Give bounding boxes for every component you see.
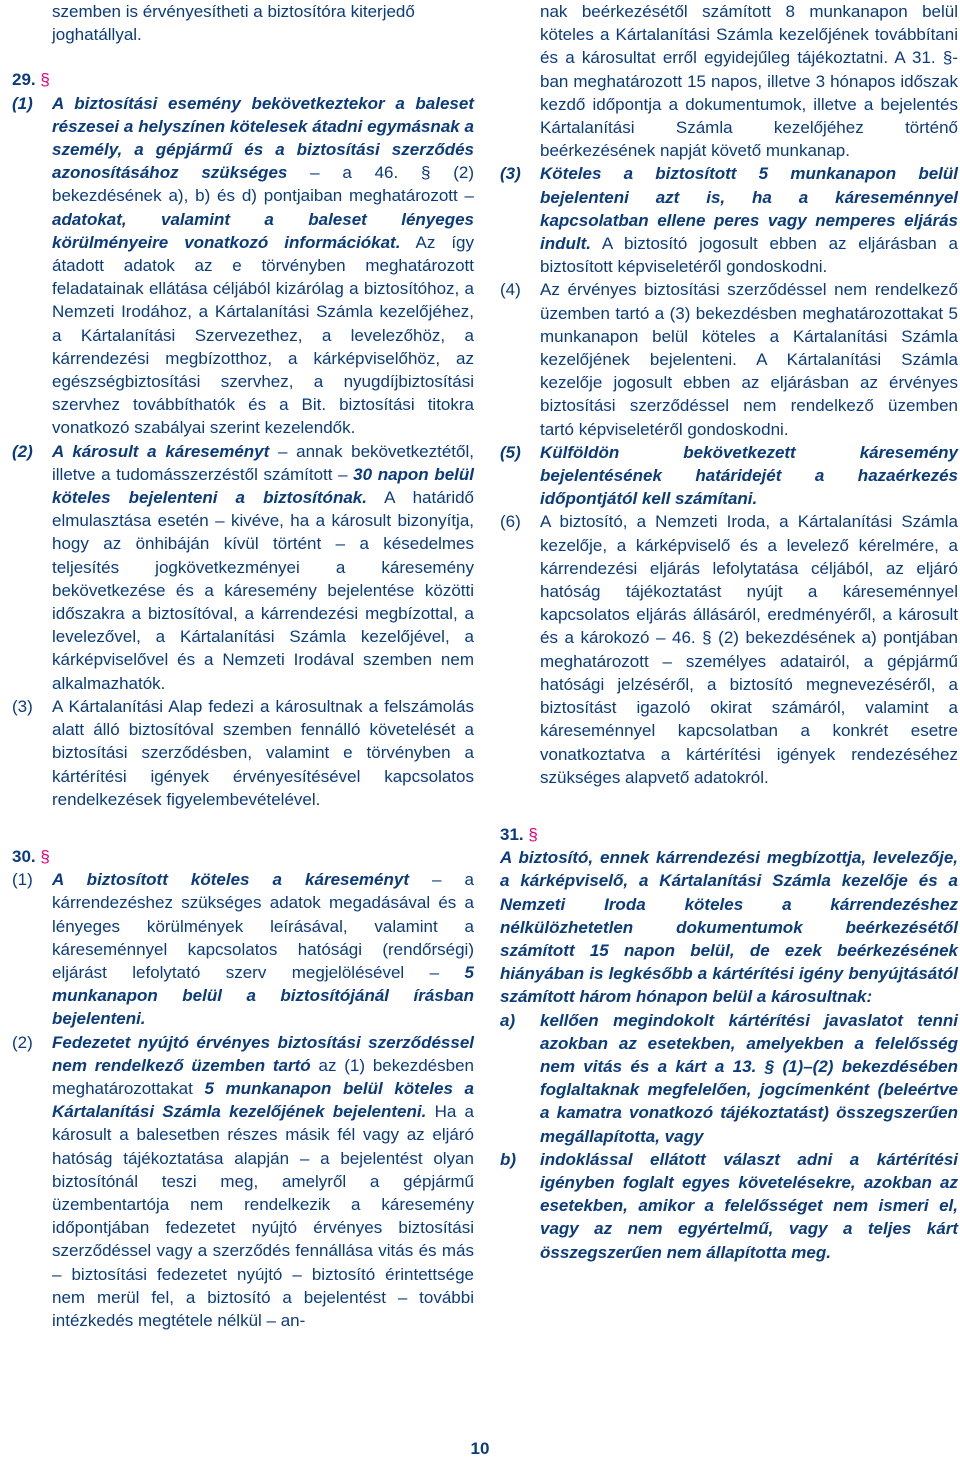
bold-text: A biztosítási esemény bekövetkeztekor a baleset részesei a helyszínen kötelesek átadni egymásnak a személy, a gépjármű és a biztosítási szerződés azonosításához szükséges — [52, 93, 474, 183]
s31-item-b — [500, 1148, 958, 1264]
bold-text: A biztosított köteles a káreseményt — [52, 870, 409, 890]
item-letter: b) — [500, 1149, 517, 1169]
section-30-number: 30. — [12, 846, 36, 866]
plain-text: A határidő elmulasztása esetén – kivéve, ha a károsult bizonyítja, hogy az önhibáján kívül történt – a késedelmes teljesítés jogkövetkezményei a káresemény bekövetkezése és a káresemény bejelentése közötti időszakra a biztosítóval, a kárrendezési megbízottal, a levelezővel, a Kártalanítási Számla kezelőjével, a kárképviselővel és a Nemzeti Irodával szemben nem alkalmazhatók. — [52, 488, 475, 693]
section-mark: § — [528, 824, 538, 844]
s30-paragraph-2 — [12, 1031, 474, 1333]
section-29-heading — [12, 68, 474, 91]
s31-intro: A biztosító, ennek kárrendezési megbízottja, levelezője, a kárképviselő, a Kártalanítási Számla kezelője és a Nemzeti Iroda köteles a kárrendezéshez nélkülözhetetlen dokumentumok beérkezésétől számított 15 napon belül, de ezek beérkezésének hiányában is legkésőbb a kártérítési igény benyújtásától számított három hónapon belül a károsultnak: — [500, 848, 958, 1007]
paragraph-number: (4) — [500, 280, 521, 300]
s30-paragraph-1 — [12, 868, 474, 1030]
section-29-number: 29. — [12, 70, 36, 90]
section-31-heading — [500, 823, 958, 846]
s30-paragraph-5 — [500, 441, 958, 511]
plain-text: Ha a károsult a balesetben részes másik fél vagy az eljáró hatóság tájékoztatása alapján – a bejelentést olyan biztosítónál teszi meg, amelyről a gépjármű üzembentartója nem rendelkezik a káresemény időpontjában fedezetet nyújtó érvényes biztosítási szerződéssel vagy a szerződés fennállása vitás és más – biztosítási fedezetet nyújtó – biztosító érintettsége nem merül fel, a biztosító a bejelentést – további intézkedés megtétele nélkül – an- — [52, 1102, 474, 1330]
bold-text: A károsult a káreseményt — [52, 441, 270, 461]
plain-text: A Kártalanítási Alap fedezi a károsultnak a felszámolás alatt álló biztosítóval szemben fennálló követelését a biztosítási szerződésben, valamint e törvényben a kártérítési igények érvényesítésével kapcsolatos rendelkezések figyelembevételével. — [52, 696, 474, 809]
paragraph-number: (5) — [500, 442, 521, 462]
left-column — [12, 0, 474, 1332]
plain-text: Az így átadott adatok az e törvényben meghatározott feladatainak ellátása céljából kizárólag a biztosítóhoz, a Nemzeti Irodához, a Kártalanítási Számla kezelőjéhez, a Kártalanítási Szervezethez, a levelezőhöz, a kárrendezési megbízotthoz, a kárképviselőhöz, az egészségbiztosítási szervhez, a nyugdíjbiztosítási szervhez továbbíthatók és a Bit. biztosítási titokra vonatkozó szabályai szerint kezelendők. — [52, 232, 475, 438]
s30-paragraph-4 — [500, 278, 958, 440]
s31-item-a — [500, 1009, 958, 1148]
bold-text: Külföldön bekövetkezett káresemény bejelentésének határidejét a hazaérkezés időpontjától kell számítani. — [540, 442, 958, 509]
right-column — [500, 0, 958, 1264]
paragraph-number: (3) — [12, 696, 33, 716]
continuation-text — [12, 0, 474, 46]
plain-text: A biztosító jogosult ebben az eljárásban a biztosított képviseletéről gondoskodni. — [540, 234, 958, 277]
intro-line-2: joghatállyal. — [52, 25, 142, 45]
s30-paragraph-3 — [500, 162, 958, 278]
page-number: 10 — [470, 1439, 490, 1458]
paragraph-number: (2) — [12, 441, 33, 461]
s29-paragraph-3 — [12, 695, 474, 811]
paragraph-number: (3) — [500, 164, 521, 184]
section-mark: § — [40, 846, 50, 866]
bold-text: 30 napon belül köteles bejelenteni a biztosítónak. — [52, 464, 474, 508]
intro-line-1: szemben is érvényesítheti a biztosítóra kiterjedő — [52, 2, 415, 21]
item-letter: a) — [500, 1010, 516, 1030]
paragraph-number: (6) — [500, 512, 521, 532]
plain-text: – a 46. § (2) bekezdésének a), b) és d) pontjaiban meghatározott – — [52, 163, 474, 206]
paragraph-number: (1) — [12, 870, 33, 890]
bold-text: adatokat, valamint a baleset lényeges körülményeire vonatkozó információkat. — [52, 209, 474, 252]
plain-text: az (1) bekezdésben meghatározottakat — [52, 1055, 474, 1098]
continuation-text: nak beérkezésétől számított 8 munkanapon belül köteles a Kártalanítási Számla kezelőjének továbbítani és a károsultat erről egyidejűleg tájékoztatni. A 31. §-ban meghatározott 15 napos, illetve 3 hónapos időszak kezdő időpontja a dokumentumok, illetve a bejelentés Kártalanítási Számla kezelőjéhez történő beérkezésének napját követő munkanap. — [540, 2, 958, 161]
paragraph-number: (2) — [12, 1032, 33, 1052]
plain-text: – annak bekövetkeztétől, illetve a tudomásszerzéstől számított – — [52, 441, 474, 484]
bold-text: Fedezetet nyújtó érvényes biztosítási szerződéssel nem rendelkező üzemben tartó — [52, 1032, 474, 1075]
section-31-number: 31. — [500, 824, 524, 844]
s30-paragraph-6 — [500, 510, 958, 788]
plain-text: Az érvényes biztosítási szerződéssel nem rendelkező üzemben tartó a (3) bekezdésben meghatározottakat 5 munkanapon belül köteles a Kártalanítási Számla kezelőjének bejelenteni. A Kártalanítási Számla kezelője jogosult ebben az eljárásban az érvényes biztosítási szerződéssel nem rendelkező üzemben tartó képviseletéről gondoskodni. — [540, 280, 958, 439]
bold-text: 5 munkanapon belül a biztosítójánál írásban bejelenteni. — [52, 962, 474, 1029]
s29-paragraph-1 — [12, 92, 474, 440]
bold-text: kellően megindokolt kártérítési javaslatot tenni azokban az esetekben, amelyekben a felelősség nem vitás és a kárt a 13. § (1)–(2) bekezdésében foglaltaknak megfelelően, jogcímenként (beleértve a kamatra vonatkozó tájékoztatást) összegszerűen megállapította, vagy — [540, 1010, 958, 1146]
bold-text: 5 munkanapon belül köteles a Kártalanítási Számla kezelőjének bejelenteni. — [52, 1078, 475, 1122]
plain-text: – a kárrendezéshez szükséges adatok megadásával és a lényeges körülmények leírásával, valamint a káreseménnyel kapcsolatos hatósági (rendőrségi) eljárást lefolytató szerv megjelölésével – — [52, 870, 474, 982]
section-mark: § — [40, 70, 50, 90]
plain-text: A biztosító, a Nemzeti Iroda, a Kártalanítási Számla kezelője, a kárképviselő és a levelező kérelmére, a kárrendezési eljárás lefolytatása céljából, az eljáró hatóság tájékoztatást nyújt a káreseménnyel kapcsolatos eljárás állásáról, eredményéről, a károsult és a károkozó – 46. § (2) bekezdésének a) pontjában meghatározott – személyes adatairól, a gépjármű hatósági jelzéséről, a biztosító megnevezéséről, a biztosítást igazoló okirat számáról, valamint a káreseménnyel kapcsolatban a konkrét esetre vonatkoztatva a kártérítési igények rendezéséhez szükséges alapvető adatokról. — [540, 512, 958, 787]
paragraph-number: (1) — [12, 93, 33, 113]
bold-text: indoklással ellátott választ adni a kártérítési igényben foglalt egyes követelésekre, azokban az esetekben, amikor a felelősséget nem ismeri el, vagy az nem egyértelmű, vagy a teljes kárt összegszerűen nem állapította meg. — [540, 1149, 958, 1262]
section-30-heading — [12, 845, 474, 868]
bold-text: Köteles a biztosított 5 munkanapon belül bejelenteni azt is, ha a káreseménnyel kapcsolatban ellene peres vagy nemperes eljárás indult. — [540, 164, 958, 254]
s29-paragraph-2 — [12, 440, 474, 695]
